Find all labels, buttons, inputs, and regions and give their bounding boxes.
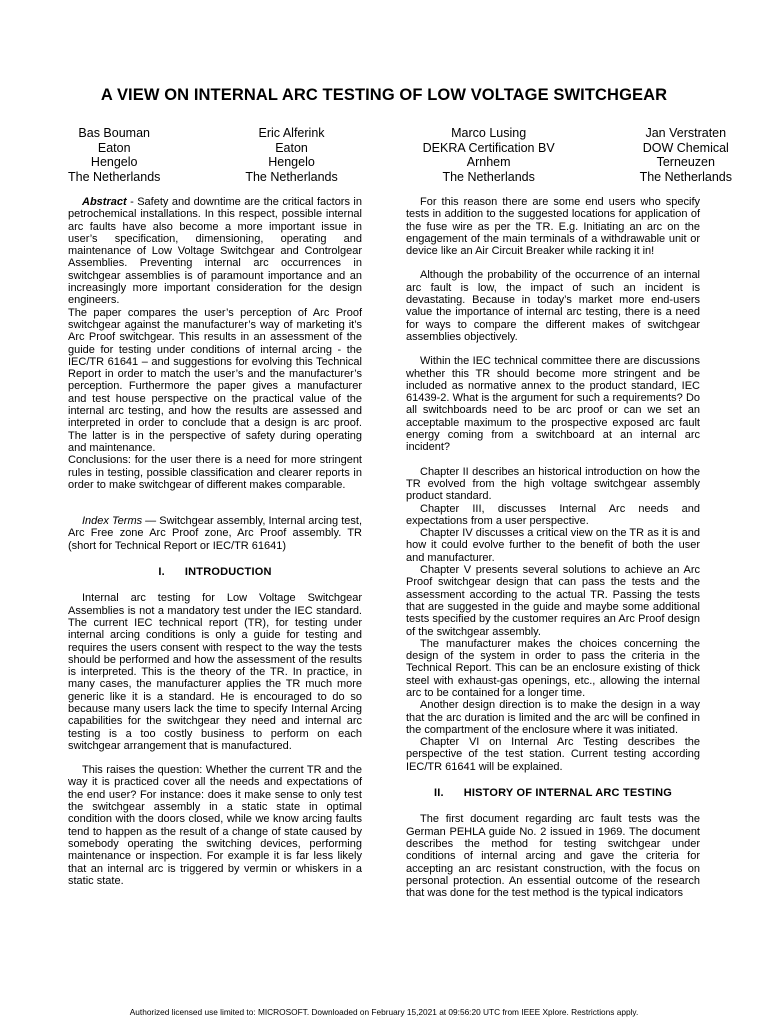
author-block — [68, 126, 160, 184]
body-paragraph: For this reason there are some end users who specify tests in addition to the suggested locations for application of the fuse wire as per the TR. E.g. Initiating an arc on the engagement of the main terminals of a withdrawable unit or device like an Air Circuit Breaker while racking it in! — [406, 196, 700, 258]
author-name: Marco Lusing — [451, 126, 527, 140]
section-heading-introduction — [68, 566, 362, 578]
author-country: The Netherlands — [245, 169, 338, 184]
author-name: Jan Verstraten — [645, 126, 727, 140]
author-org: DOW Chemical — [642, 140, 729, 155]
body-paragraph: Another design direction is to make the design in a way that the arc duration is limited and the arc will be confined in the compartment of the enclosure where it was initiated. — [406, 699, 700, 736]
author-city: Hengelo — [268, 155, 315, 169]
body-paragraph: The first document regarding arc fault tests was the German PEHLA guide No. 2 issued in 1969. The document describes the method for testing switchgear under conditions of internal arcing and gave the criteria for accepting an arc resistant construction, with the focus on personal protection. An essential outcome of the research that was done for the test method is the typical indicators — [406, 813, 700, 900]
author-block — [640, 126, 732, 184]
author-city: Arnhem — [466, 155, 511, 169]
author-list — [68, 126, 732, 184]
right-column — [406, 196, 700, 899]
index-terms — [68, 515, 362, 552]
author-name: Bas Bouman — [78, 126, 150, 140]
author-city: Hengelo — [90, 155, 138, 169]
paper-title: A VIEW ON INTERNAL ARC TESTING OF LOW VOLTAGE SWITCHGEAR — [100, 86, 668, 104]
body-paragraph: The manufacturer makes the choices concerning the design of the system in order to pass the criteria in the Technical Report. This can be an enclosure existing of thick steel with exhaust-gas openings, etc., allowing the internal arc to be contained for a longer time. — [406, 637, 700, 699]
body-paragraph: Chapter III, discusses Internal Arc needs and expectations from a user perspective. — [406, 502, 700, 527]
section-title: INTRODUCTION — [184, 566, 272, 579]
license-footer: Authorized licensed use limited to: MICROSOFT. Downloaded on February 15,2021 at 09:56:20 UTC from IEEE Xplore. Restrictions apply. — [129, 1007, 639, 1017]
abstract-paragraph — [68, 196, 362, 307]
abstract-label: Abstract — [82, 196, 127, 208]
author-org: Eaton — [275, 140, 308, 155]
author-org: DEKRA Certification BV — [422, 140, 555, 155]
author-country: The Netherlands — [639, 169, 732, 184]
author-city: Terneuzen — [656, 155, 715, 169]
left-column — [68, 196, 362, 887]
index-terms-label: Index Terms — [82, 515, 143, 528]
abstract-paragraph: The paper compares the user’s perception of Arc Proof switchgear against the manufacturer’s way of marketing it’s Arc Proof switchgear. This results in an assessment of the guide for testing under conditions of internal arcing - the IEC/TR 61641 – and suggestions for evolving this Technical Report in order to match the user’s and the manufacturer’s perception. Furthermore the paper gives a manufacturer and test house perspective on the practical value of the internal arc testing, and how the results are assessed and interpreted in order to conclude that a design is arc proof. The latter is in the perspective of safety during operating and maintenance. — [68, 306, 362, 454]
body-paragraph: Chapter IV discusses a critical view on the TR as it is and how it could evolve further to the benefit of both the user and manufacturer. — [406, 527, 700, 564]
body-paragraph: Although the probability of the occurrence of an internal arc fault is low, the impact of such an incident is devastating. Because in today’s market more end-users value the importance of internal arc testing, there is a need for ways to compare the different makes of switchgear assemblies objectively. — [406, 269, 700, 343]
index-terms-text: — Switchgear assembly, Internal arcing test, Arc Free zone Arc Proof zone, Arc Proof assembly. TR (short for Technical Report or IEC/TR 61641) — [68, 515, 363, 552]
author-country: The Netherlands — [68, 169, 161, 184]
body-paragraph: Chapter II describes an historical introduction on how the TR evolved from the high voltage switchgear assembly product standard. — [406, 465, 700, 503]
body-paragraph: Within the IEC technical committee there are discussions whether this TR should become more stringent and be included as normative annex to the product standard, IEC 61439-2. What is the argument for such a requirements? Do all switchboards need to be arc proof or can we set an acceptable maximum to the prospective exposed arc fault energy coming from a switchboard at an internal arc incident? — [406, 355, 700, 454]
section-number: I. — [158, 566, 165, 579]
author-block — [245, 126, 337, 184]
author-name: Eric Alferink — [258, 126, 325, 140]
abstract-text: - Safety and downtime are the critical factors in petrochemical installations. In this respect, possible internal arc faults have also become a more important issue in user’s specification, dimensioning, operating and maintenance of Low Voltage Switchgear and Controlgear Assemblies. Preventing internal arc occurrences in switchgear assemblies is of paramount importance and an increasingly more important consideration for the design engineers. — [68, 196, 362, 307]
author-org: Eaton — [97, 140, 131, 155]
author-block — [423, 126, 555, 184]
author-country: The Netherlands — [442, 169, 535, 184]
body-paragraph: Internal arc testing for Low Voltage Switchgear Assemblies is not a mandatory test under the IEC standard. The current IEC technical report (TR), for testing under internal arcing conditions is only a guide for testing and requires the users consent with respect to the way the tests should be performed and how the assessment of the results is interpreted. This is the theory of the TR. In practice, in many cases, the manufacturer applies the TR much more generic like it is a standard. He is encouraged to do so because many users lack the time to specify Internal Arcing capabilities for the switchgear they need and internal arc testing is a too costly business to perform on each switchgear arrangement that is manufactured. — [68, 592, 362, 752]
body-paragraph: Chapter V presents several solutions to achieve an Arc Proof switchgear design that can pass the tests and the assessment according to the actual TR. Passing the tests that are suggested in the guide and maybe some additional tests specified by the customer requires an Arc Proof design of the switchgear assembly. — [406, 564, 700, 638]
abstract-conclusions: Conclusions: for the user there is a need for more stringent rules in testing, possible classification and clearer reports in order to make switchgear of different makes comparable. — [68, 454, 362, 491]
body-paragraph: Chapter VI on Internal Arc Testing describes the perspective of the test station. Current testing according IEC/TR 61641 will be explained. — [406, 736, 700, 773]
section-heading-history — [406, 787, 700, 799]
section-number: II. — [433, 787, 444, 800]
section-title: HISTORY OF INTERNAL ARC TESTING — [463, 787, 673, 800]
body-paragraph: This raises the question: Whether the current TR and the way it is practiced cover all the needs and expectations of the end user? For instance: does it make sense to only test the switchgear assembly in a static state in optimal condition with the doors closed, while we know arcing faults tend to happen as the result of a change of state caused by somebody operating the switching devices, performing maintenance or inspection. For example it is far less likely that an internal arc is triggered by vermin or whiskers in a static state. — [68, 764, 362, 887]
